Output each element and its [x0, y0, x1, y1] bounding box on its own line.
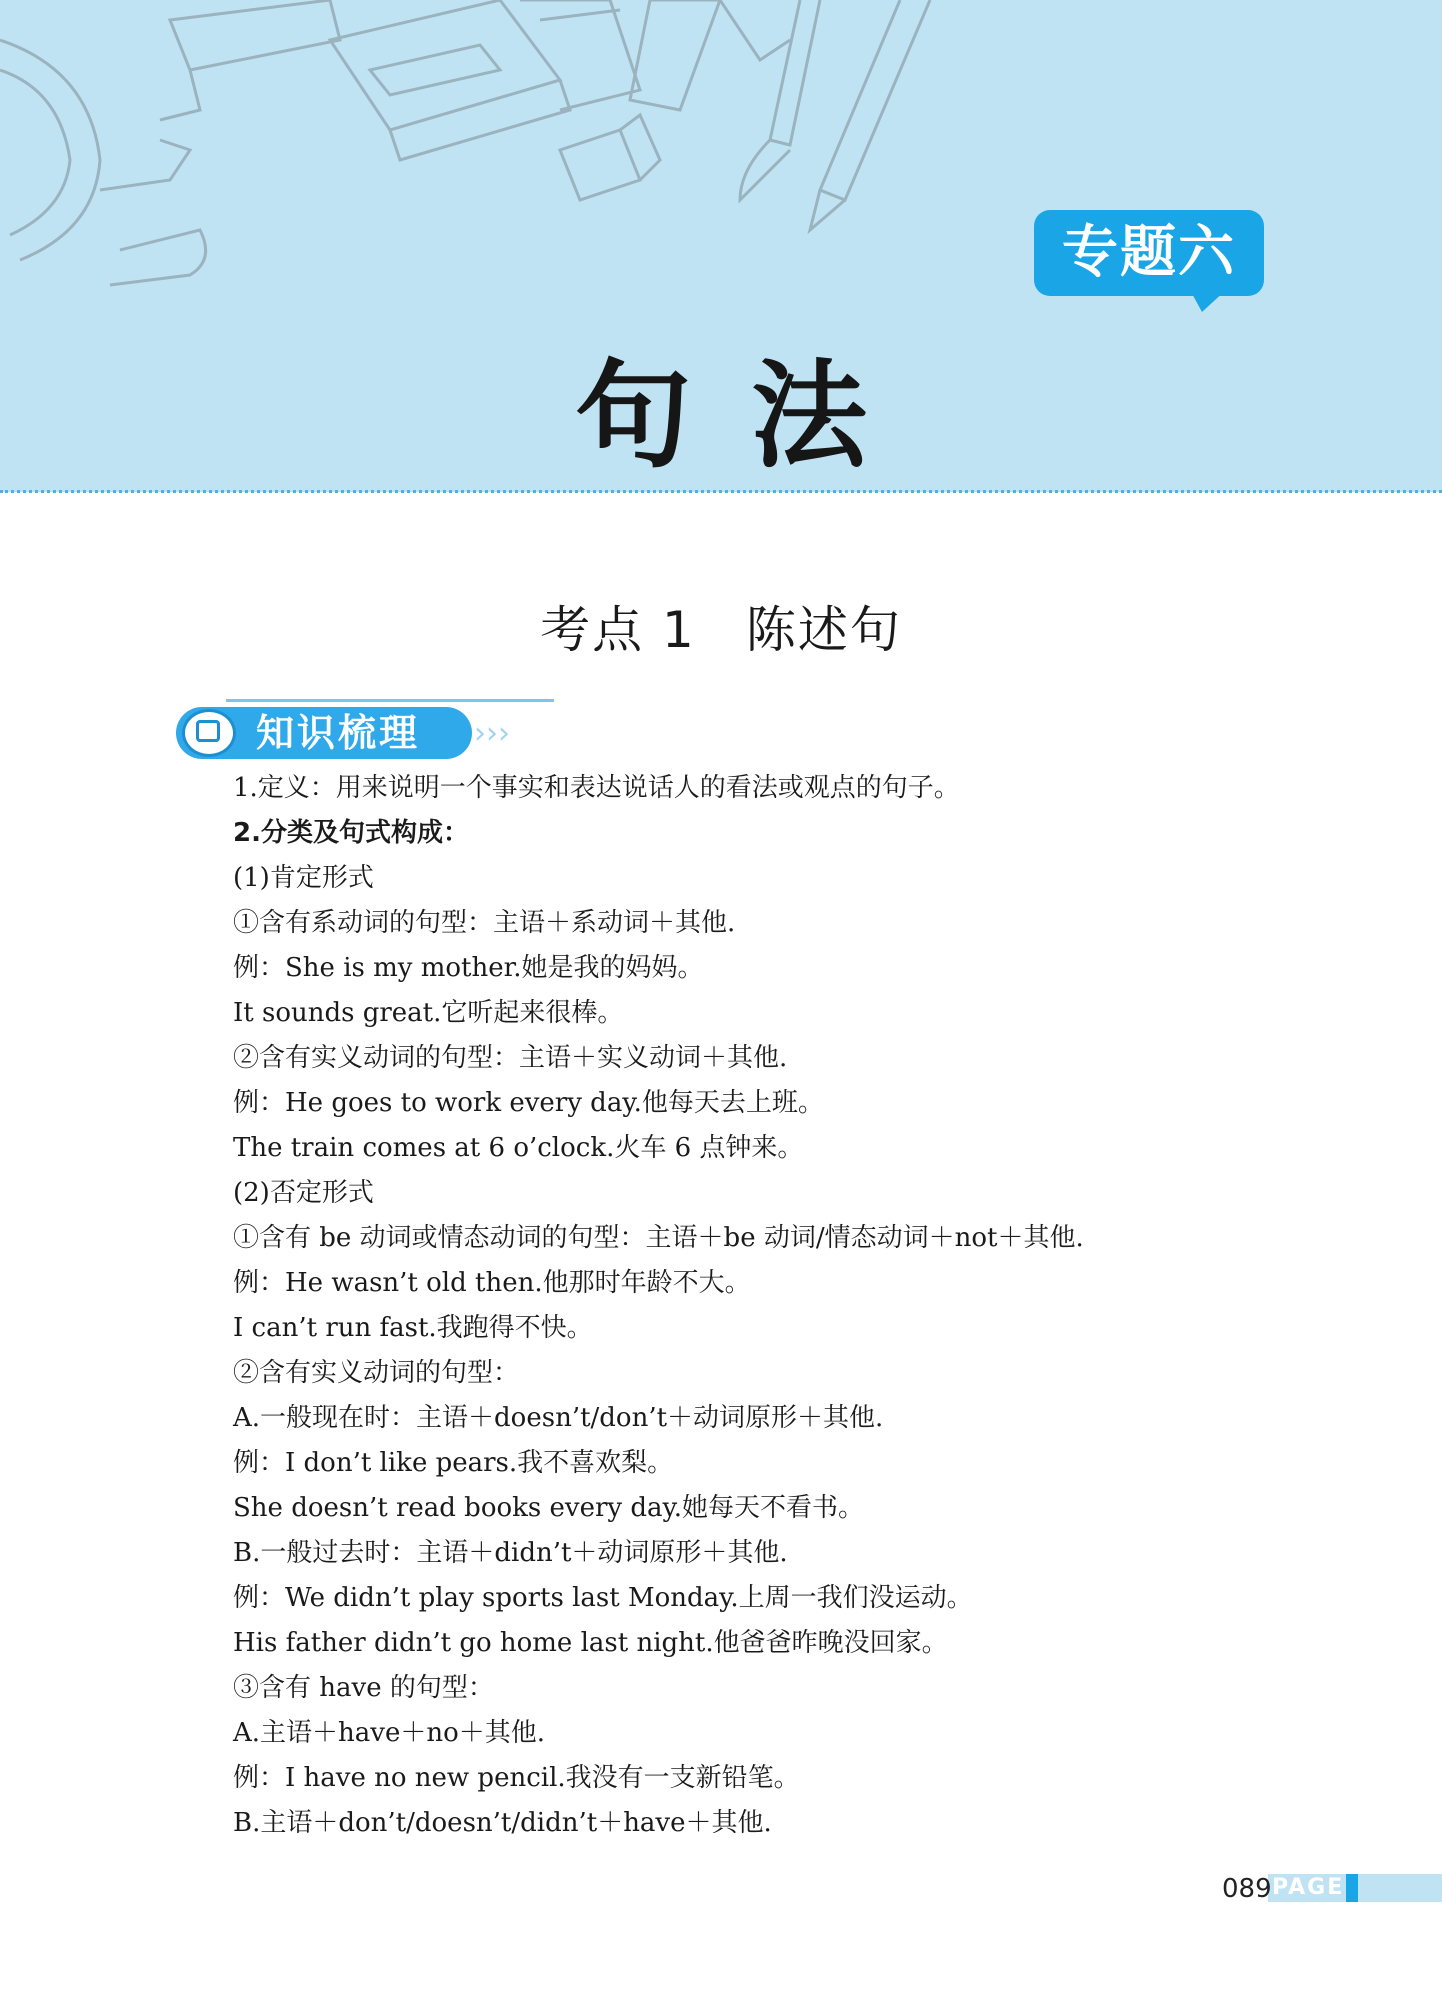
- content-line: B.一般过去时：主语＋didn’t＋动词原形＋其他.: [233, 1538, 788, 1568]
- content-line: (2)否定形式: [233, 1178, 374, 1208]
- page-bar-accent: [1346, 1874, 1358, 1902]
- content-line: 例：I have no new pencil.我没有一支新铅笔。: [233, 1763, 800, 1793]
- page-title: 句法: [575, 349, 927, 484]
- content-line: She doesn’t read books every day.她每天不看书。: [233, 1493, 864, 1523]
- content-line: It sounds great.它听起来很棒。: [233, 998, 624, 1028]
- content-line: (1)肯定形式: [233, 863, 374, 893]
- content-line: A.一般现在时：主语＋doesn’t/don’t＋动词原形＋其他.: [233, 1403, 884, 1433]
- page-number: 089: [1222, 1874, 1272, 1904]
- badge-tail-shape: [1190, 290, 1226, 312]
- content-line: ①含有 be 动词或情态动词的句型：主语＋be 动词/情态动词＋not＋其他.: [233, 1223, 1084, 1253]
- tag-underline: [226, 699, 554, 702]
- content-body: [233, 766, 1353, 1846]
- content-line: 例：We didn’t play sports last Monday.上周一我们没运动。: [233, 1583, 973, 1613]
- topic-badge: [1034, 210, 1264, 296]
- content-line: 例：He wasn’t old then.他那时年龄不大。: [233, 1268, 751, 1298]
- notebook-icon: [196, 720, 220, 742]
- content-line: His father didn’t go home last night.他爸爸昨晚没回家。: [233, 1628, 948, 1658]
- content-line: 1.定义：用来说明一个事实和表达说话人的看法或观点的句子。: [233, 773, 960, 803]
- arrow-decoration-icon: ›››: [474, 716, 510, 751]
- content-line: A.主语＋have＋no＋其他.: [233, 1718, 546, 1748]
- content-line: ③含有 have 的句型：: [233, 1673, 494, 1703]
- content-line: 例：He goes to work every day.他每天去上班。: [233, 1088, 824, 1118]
- content-line: 2.分类及句式构成：: [233, 818, 469, 848]
- header-banner: [0, 0, 1442, 492]
- knowledge-tag-label: 知识梳理: [256, 711, 421, 755]
- section-heading: [0, 590, 1442, 662]
- section-number: 考点 1: [540, 601, 696, 659]
- content-line: B.主语＋don’t/doesn’t/didn’t＋have＋其他.: [233, 1808, 772, 1838]
- topic-badge-label: 专题六: [1062, 220, 1236, 285]
- section-name: 陈述句: [745, 601, 902, 659]
- content-line: ②含有实义动词的句型：主语＋实义动词＋其他.: [233, 1043, 788, 1073]
- content-line: ①含有系动词的句型：主语＋系动词＋其他.: [233, 908, 736, 938]
- content-line: 例：She is my mother.她是我的妈妈。: [233, 953, 704, 983]
- page-word: PAGE: [1272, 1875, 1345, 1900]
- content-line: 例：I don’t like pears.我不喜欢梨。: [233, 1448, 674, 1478]
- content-line: The train comes at 6 o’clock.火车 6 点钟来。: [233, 1133, 804, 1163]
- content-line: ②含有实义动词的句型：: [233, 1358, 520, 1388]
- content-line: I can’t run fast.我跑得不快。: [233, 1313, 593, 1343]
- banner-divider: [0, 490, 1442, 493]
